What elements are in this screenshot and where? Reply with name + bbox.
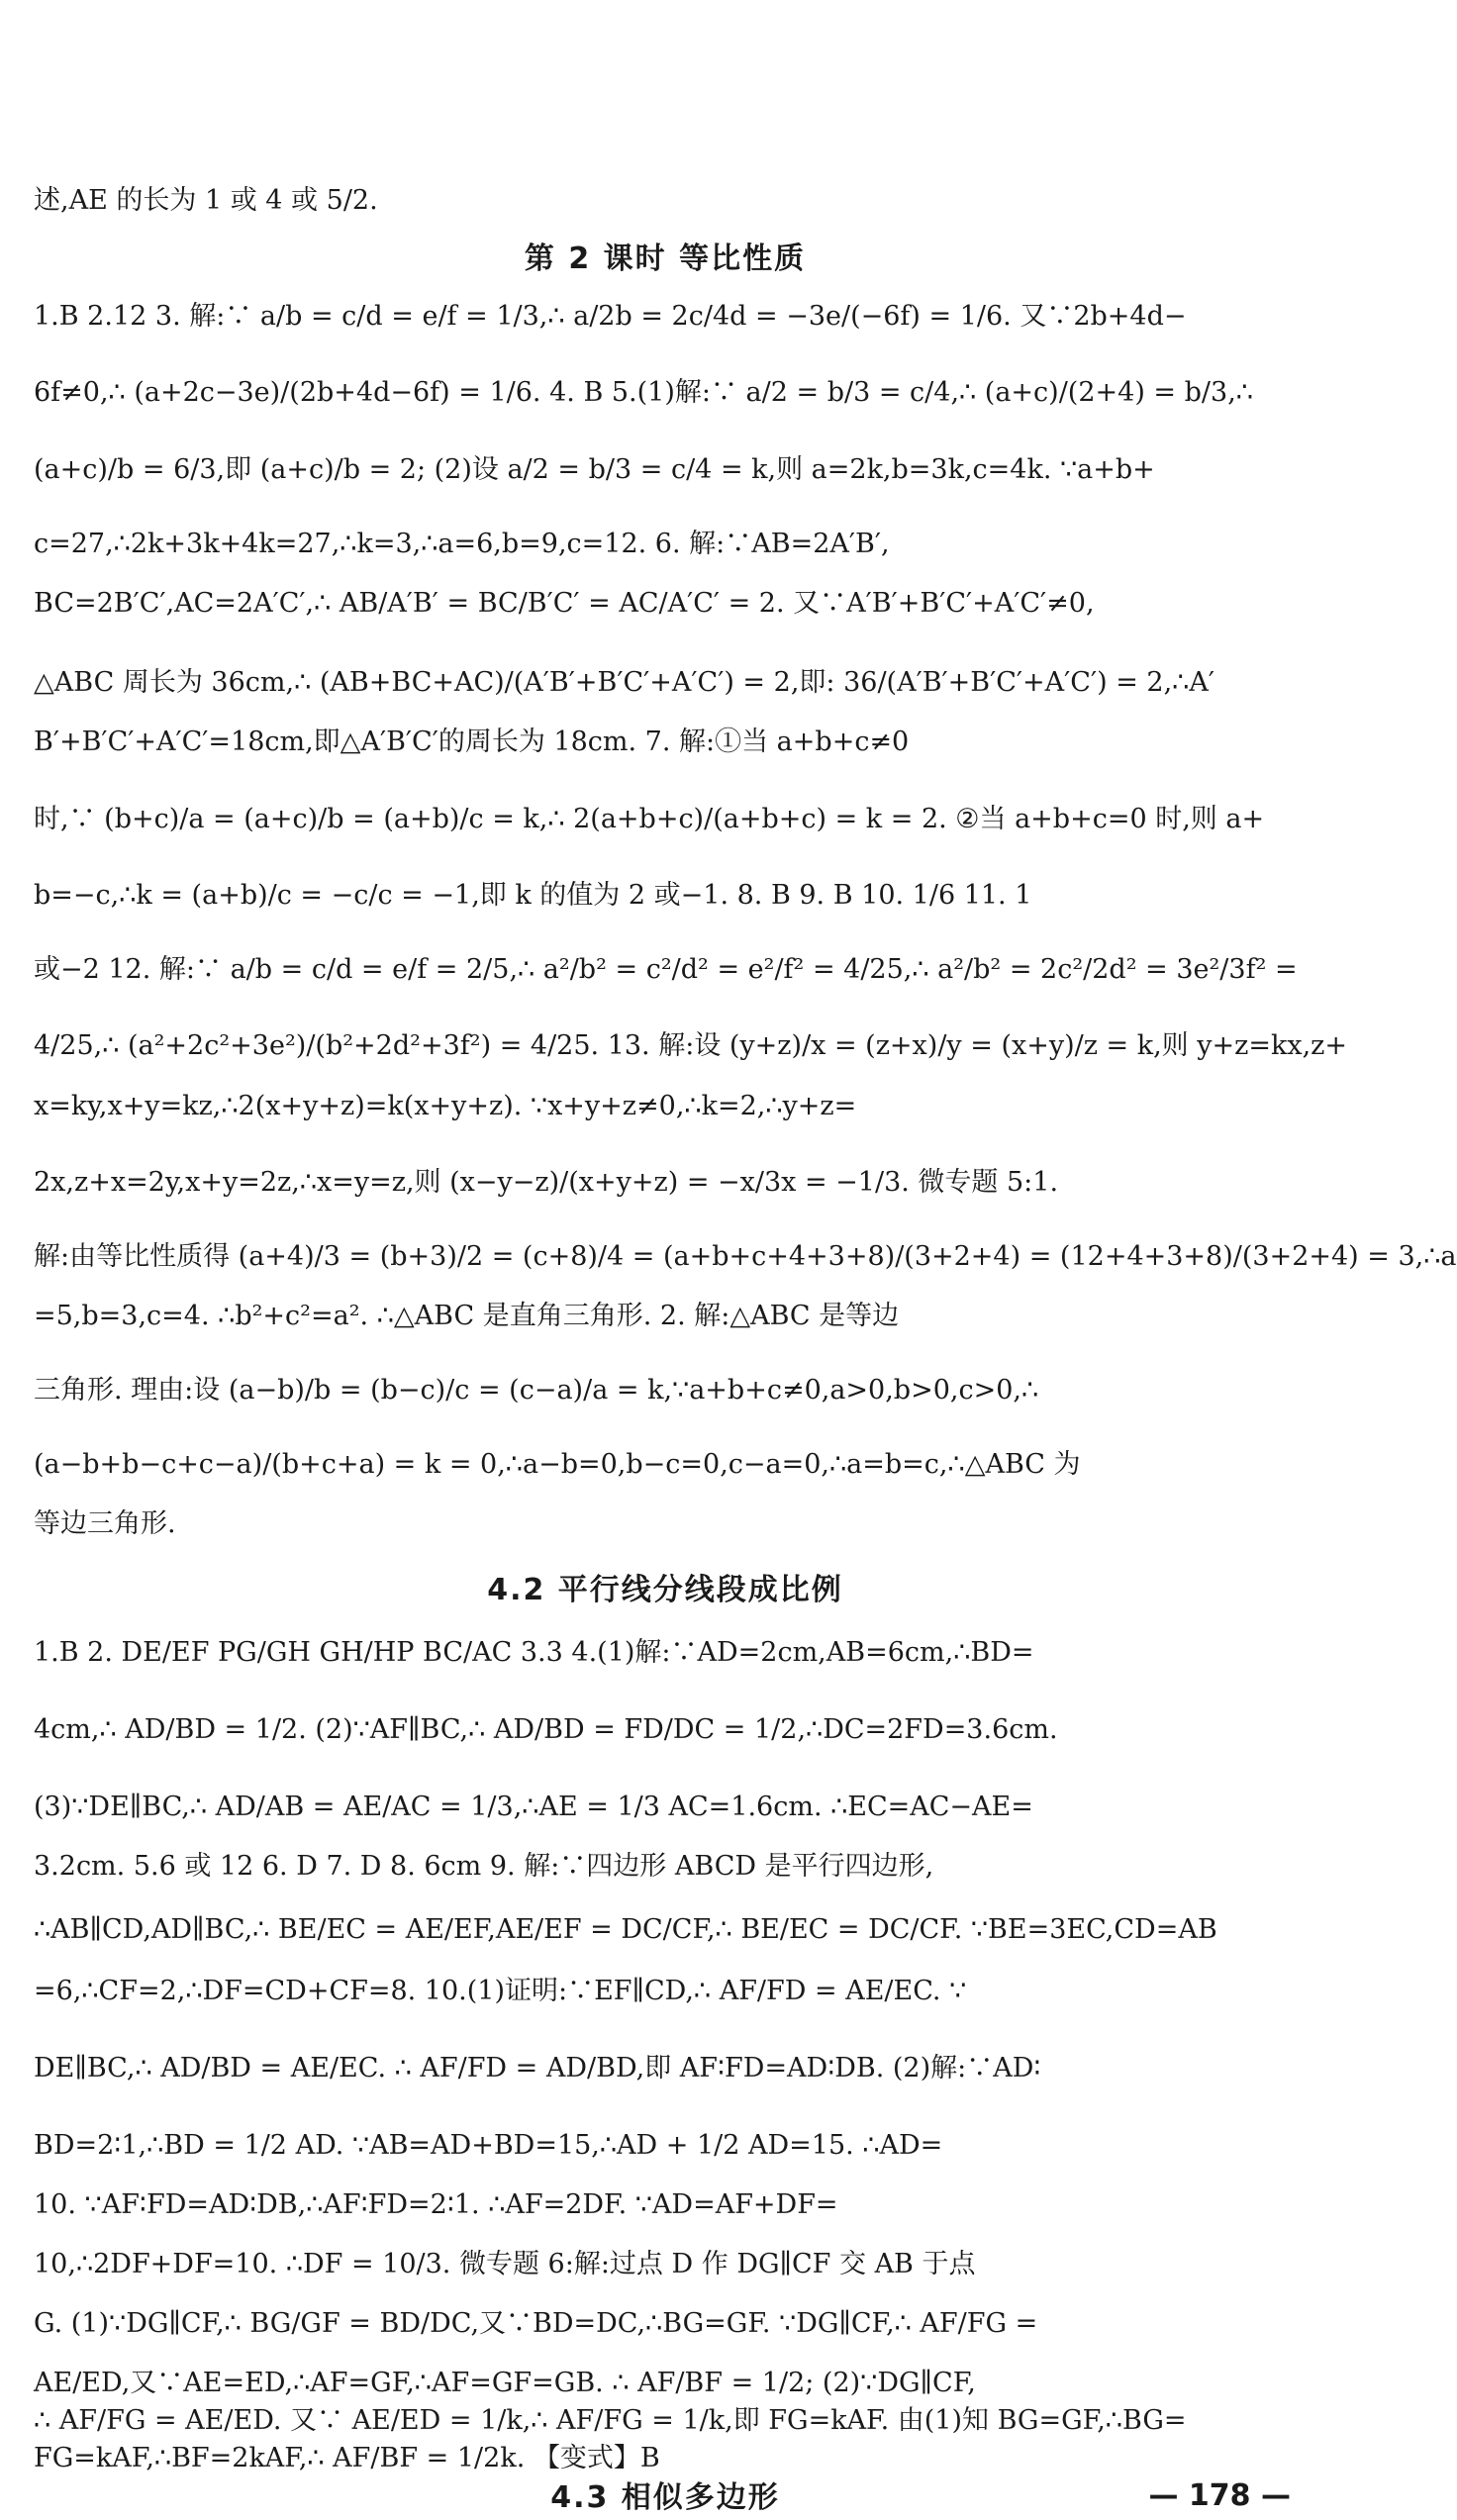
text-line: 1.B 2.12 3. 解:∵ a/b = c/d = e/f = 1/3,∴ a/2b = 2c/4d = −3e/(−6f) = 1/6. 又∵2b+4d− (34, 301, 1187, 332)
section-heading: 4.3 相似多边形 (550, 2480, 780, 2515)
text-line: ∴ AF/FG = AE/ED. 又∵ AE/ED = 1/k,∴ AF/FG = 1/k,即 FG=kAF. 由(1)知 BG=GF,∴BG= (34, 2405, 1187, 2436)
text-line: ∴AB∥CD,AD∥BC,∴ BE/EC = AE/EF,AE/EF = DC/CF,∴ BE/EC = DC/CF. ∵BE=3EC,CD=AB (34, 1914, 1217, 1945)
text-line: 3.2cm. 5.6 或 12 6. D 7. D 8. 6cm 9. 解:∵四边形 ABCD 是平行四边形, (34, 1851, 934, 1882)
page-number: — 178 — (1148, 2478, 1291, 2513)
text-line: AE/ED,又∵AE=ED,∴AF=GF,∴AF=GF=GB. ∴ AF/BF = 1/2; (2)∵DG∥CF, (34, 2368, 976, 2398)
text-line: 10. ∵AF∶FD=AD∶DB,∴AF∶FD=2∶1. ∴AF=2DF. ∵AD=AF+DF= (34, 2189, 838, 2220)
text-line: BC=2B′C′,AC=2A′C′,∴ AB/A′B′ = BC/B′C′ = AC/A′C′ = 2. 又∵A′B′+B′C′+A′C′≠0, (34, 588, 1095, 619)
text-line: (a−b+b−c+c−a)/(b+c+a) = k = 0,∴a−b=0,b−c=0,c−a=0,∴a=b=c,∴△ABC 为 (34, 1449, 1081, 1480)
text-line: c=27,∴2k+3k+4k=27,∴k=3,∴a=6,b=9,c=12. 6. 解:∵AB=2A′B′, (34, 529, 890, 559)
text-line: FG=kAF,∴BF=2kAF,∴ AF/BF = 1/2k. 【变式】B (34, 2443, 660, 2473)
text-line: (3)∵DE∥BC,∴ AD/AB = AE/AC = 1/3,∴AE = 1/3 AC=1.6cm. ∴EC=AC−AE= (34, 1792, 1033, 1822)
text-line: 等边三角形. (34, 1508, 176, 1539)
text-line: (a+c)/b = 6/3,即 (a+c)/b = 2; (2)设 a/2 = b/3 = c/4 = k,则 a=2k,b=3k,c=4k. ∵a+b+ (34, 454, 1155, 485)
text-line: △ABC 周长为 36cm,∴ (AB+BC+AC)/(A′B′+B′C′+A′C′) = 2,即: 36/(A′B′+B′C′+A′C′) = 2,∴A′ (34, 667, 1214, 698)
text-line: 解:由等比性质得 (a+4)/3 = (b+3)/2 = (c+8)/4 = (a+b+c+4+3+8)/(3+2+4) = (12+4+3+8)/(3+2+4) = 3,∴a (34, 1241, 1457, 1272)
text-line: 10,∴2DF+DF=10. ∴DF = 10/3. 微专题 6:解:过点 D 作 DG∥CF 交 AB 于点 (34, 2249, 976, 2279)
text-line: DE∥BC,∴ AD/BD = AE/EC. ∴ AF/FD = AD/BD,即 AF∶FD=AD∶DB. (2)解:∵AD∶ (34, 2053, 1041, 2084)
text-line: 述,AE 的长为 1 或 4 或 5/2. (34, 185, 378, 216)
text-line: 4cm,∴ AD/BD = 1/2. (2)∵AF∥BC,∴ AD/BD = FD/DC = 1/2,∴DC=2FD=3.6cm. (34, 1714, 1058, 1745)
text-line: 三角形. 理由:设 (a−b)/b = (b−c)/c = (c−a)/a = k,∵a+b+c≠0,a>0,b>0,c>0,∴ (34, 1375, 1039, 1405)
text-line: G. (1)∵DG∥CF,∴ BG/GF = BD/DC,又∵BD=DC,∴BG=GF. ∵DG∥CF,∴ AF/FG = (34, 2308, 1038, 2339)
text-line: 时,∵ (b+c)/a = (a+c)/b = (a+b)/c = k,∴ 2(a+b+c)/(a+b+c) = k = 2. ②当 a+b+c=0 时,则 a+ (34, 804, 1265, 834)
text-line: =5,b=3,c=4. ∴b²+c²=a². ∴△ABC 是直角三角形. 2. 解:△ABC 是等边 (34, 1301, 900, 1331)
text-line: 4/25,∴ (a²+2c²+3e²)/(b²+2d²+3f²) = 4/25. 13. 解:设 (y+z)/x = (z+x)/y = (x+y)/z = k,则 y+z=kx,z+ (34, 1030, 1348, 1061)
text-line: 6f≠0,∴ (a+2c−3e)/(2b+4d−6f) = 1/6. 4. B 5.(1)解:∵ a/2 = b/3 = c/4,∴ (a+c)/(2+4) = b/3,∴ (34, 377, 1253, 408)
section-heading: 第 2 课时 等比性质 (524, 242, 807, 276)
text-line: BD=2∶1,∴BD = 1/2 AD. ∵AB=AD+BD=15,∴AD + 1/2 AD=15. ∴AD= (34, 2130, 943, 2161)
section-heading: 4.2 平行线分线段成比例 (487, 1573, 843, 1607)
text-line: =6,∴CF=2,∴DF=CD+CF=8. 10.(1)证明:∵EF∥CD,∴ AF/FD = AE/EC. ∵ (34, 1976, 967, 2006)
text-line: 1.B 2. DE/EF PG/GH GH/HP BC/AC 3.3 4.(1)解:∵AD=2cm,AB=6cm,∴BD= (34, 1637, 1034, 1668)
text-line: 或−2 12. 解:∵ a/b = c/d = e/f = 2/5,∴ a²/b² = c²/d² = e²/f² = 4/25,∴ a²/b² = 2c²/2d² = 3e²/3f² = (34, 954, 1298, 985)
text-line: B′+B′C′+A′C′=18cm,即△A′B′C′的周长为 18cm. 7. 解:①当 a+b+c≠0 (34, 727, 910, 757)
text-line: b=−c,∴k = (a+b)/c = −c/c = −1,即 k 的值为 2 或−1. 8. B 9. B 10. 1/6 11. 1 (34, 880, 1032, 911)
text-line: 2x,z+x=2y,x+y=2z,∴x=y=z,则 (x−y−z)/(x+y+z) = −x/3x = −1/3. 微专题 5:1. (34, 1167, 1059, 1198)
text-line: x=ky,x+y=kz,∴2(x+y+z)=k(x+y+z). ∵x+y+z≠0,∴k=2,∴y+z= (34, 1091, 857, 1121)
